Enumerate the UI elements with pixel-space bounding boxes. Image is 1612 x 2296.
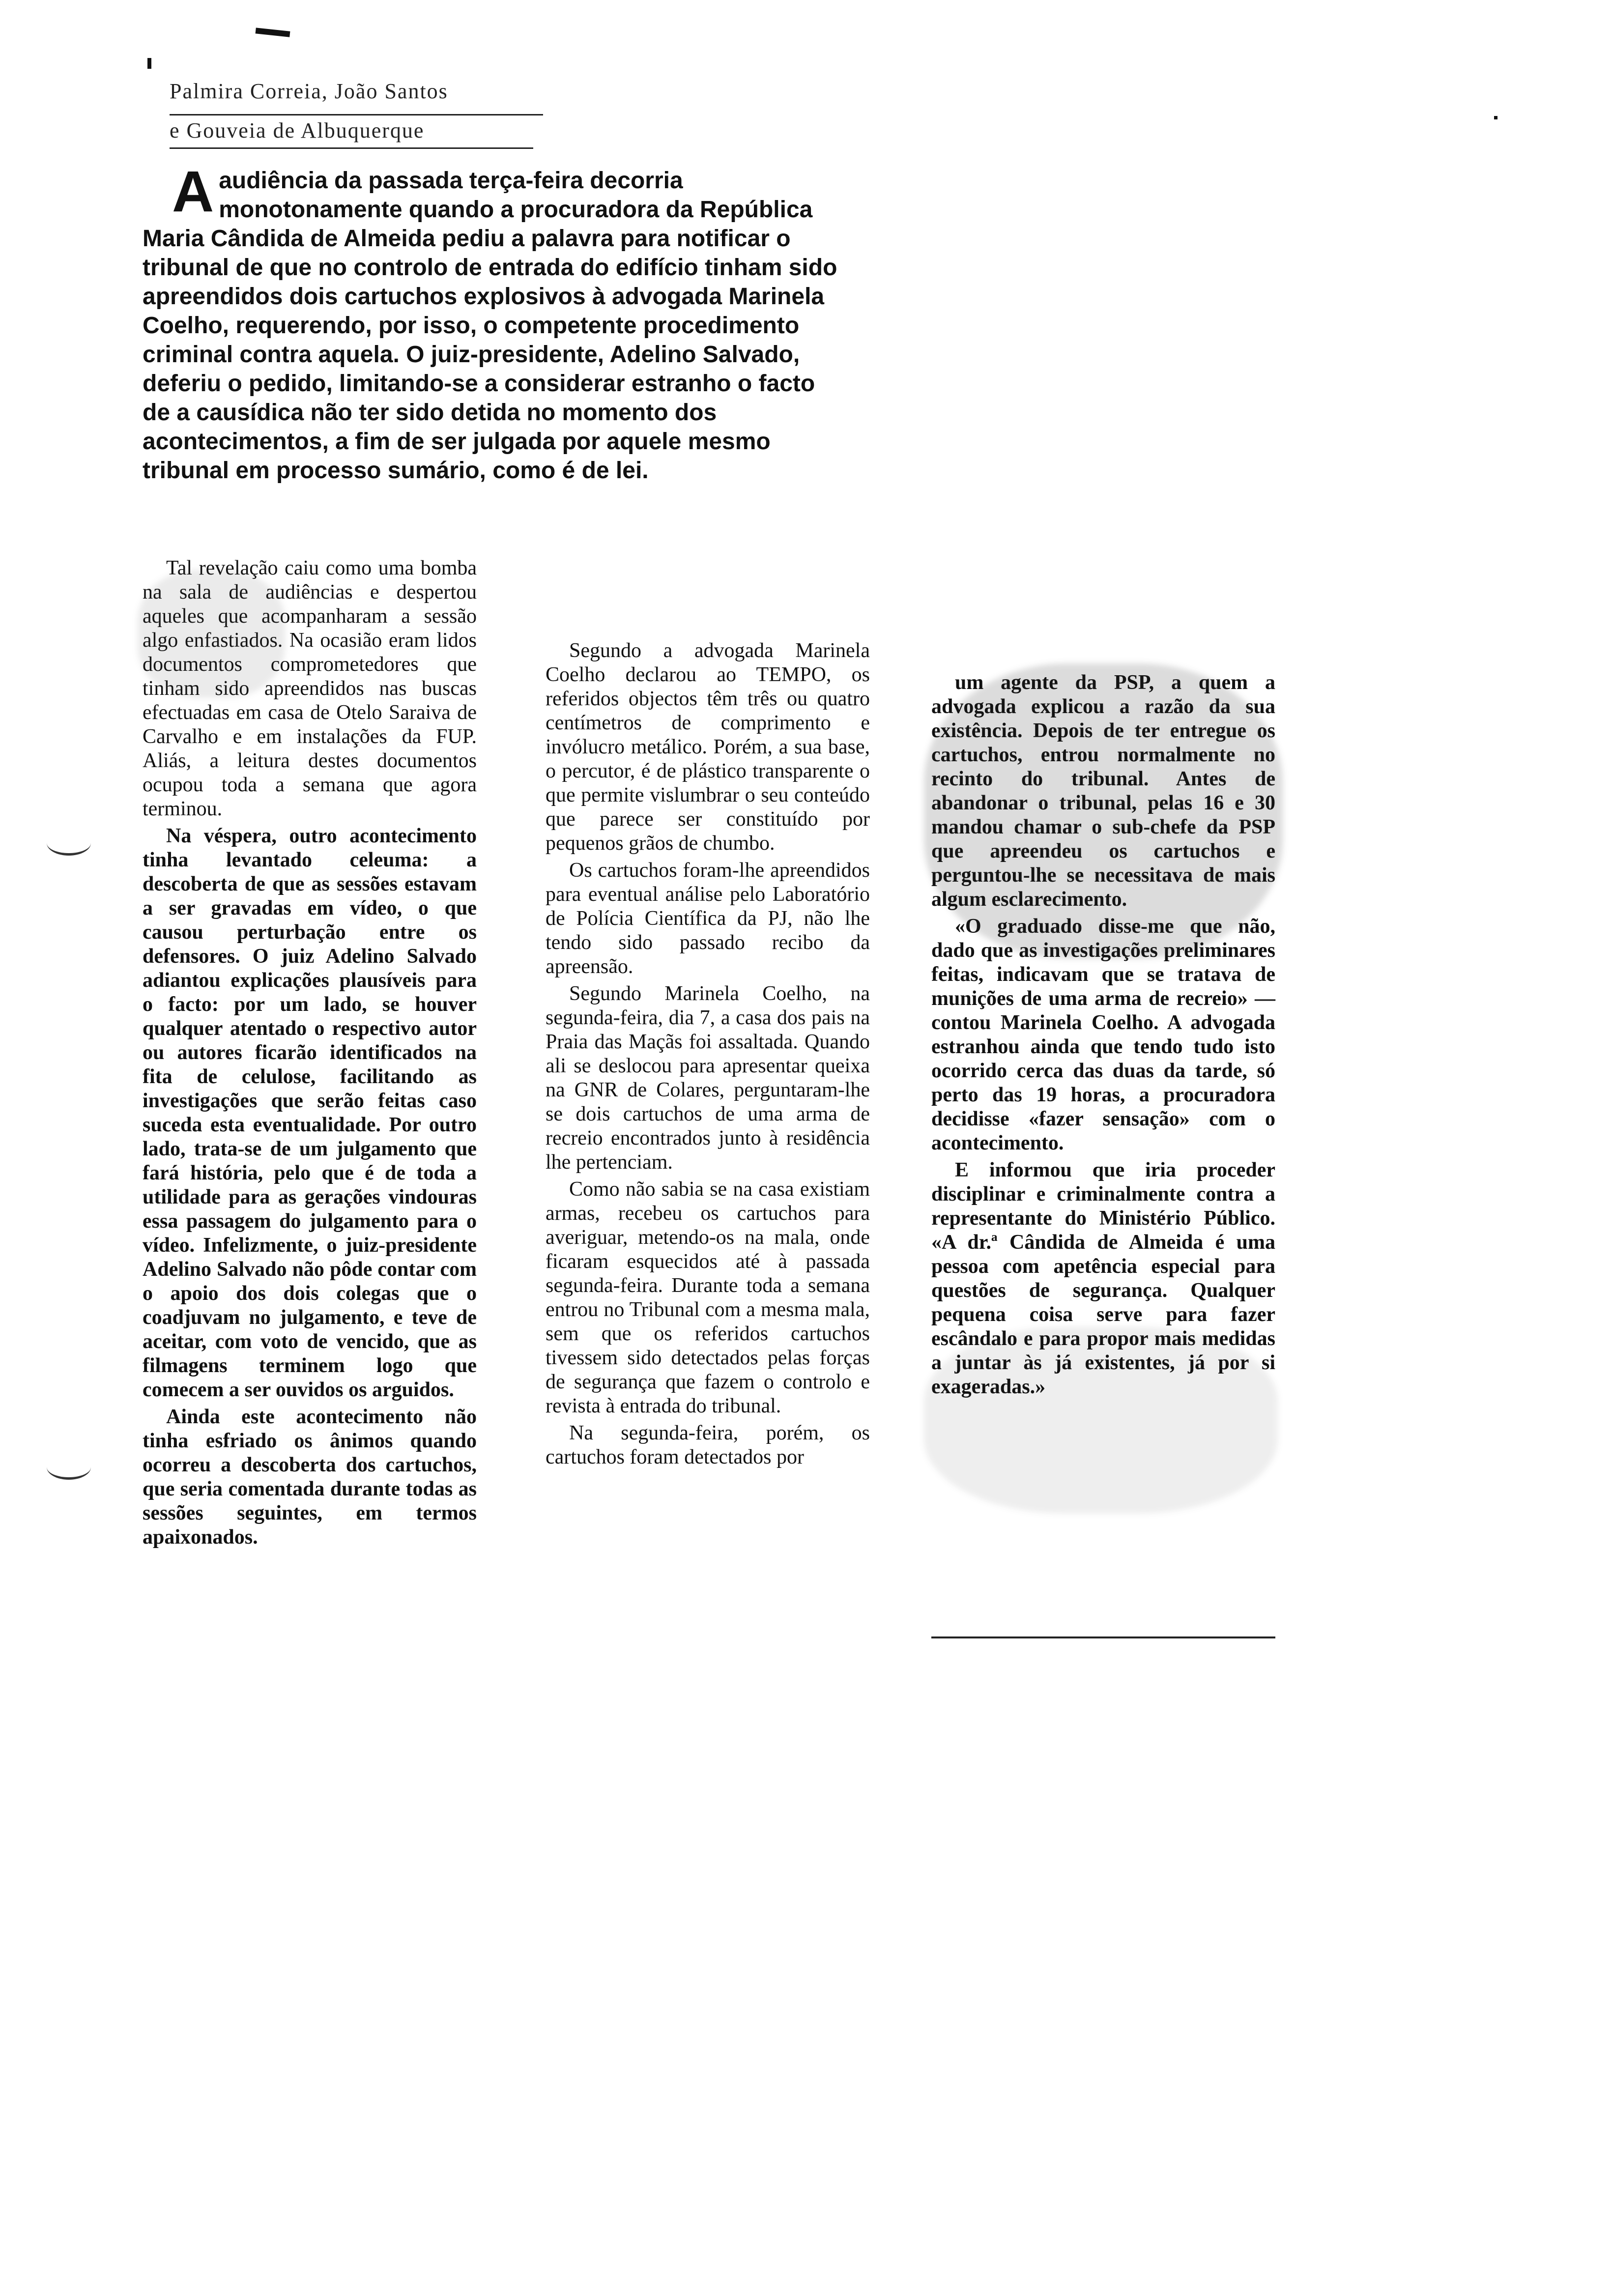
article-end-rule: [931, 1636, 1275, 1638]
paragraph: Os cartuchos foram-lhe apreendidos para eventual análise pelo Laboratório de Polícia Científica da PJ, não lhe tendo sido passado recibo da apreensão.: [546, 859, 870, 978]
scan-smudge: [138, 570, 285, 698]
scan-speck: [1494, 116, 1497, 119]
paragraph: E informou que iria proceder disciplinar e criminalmente contra a representante do Ministério Público. «A dr.ª Cândida de Almeida é uma pessoa com apetência especial para questões de segurança. Qualquer pequena coisa serve para fazer escândalo e para propor mais medidas a juntar às já existentes, já por si exageradas.»: [931, 1159, 1275, 1398]
paragraph: «O graduado disse-me que não, dado que as investigações preliminares feitas, indicavam que se tratava de munições de uma arma de recreio» — contou Marinela Coelho. A advogada estranhou ainda que tendo tudo isto ocorrido cerca das duas da tarde, só perto das 19 horas, a procuradora decidisse «fazer sensação» com o acontecimento.: [931, 915, 1275, 1154]
paragraph: Segundo Marinela Coelho, na segunda-feira, dia 7, a casa dos pais na Praia das Maçãs foi assaltada. Quando ali se deslocou para apresentar queixa na GNR de Colares, perguntaram-lhe se dois cartuchos de uma arma de recreio encontrados junto à residência lhe pertenciam.: [546, 982, 870, 1174]
byline-rule: [170, 114, 543, 115]
binder-mark: [47, 1455, 91, 1480]
paragraph: Como não sabia se na casa existiam armas, recebeu os cartuchos para averiguar, metendo-os na mala, onde ficaram esquecidos até à passada segunda-feira. Durante toda a semana entrou no Tribunal com a mesma mala, sem que os referidos cartuchos tivessem sido detectados pelas forças de segurança que fazem o controlo e revista à entrada do tribunal.: [546, 1178, 870, 1417]
scan-speck: [147, 58, 151, 69]
byline-authors-cont: e Gouveia de Albuquerque: [170, 118, 425, 143]
article-column-2: [546, 639, 870, 1469]
binder-mark: [47, 831, 91, 856]
scan-smudge: [924, 663, 1283, 958]
paragraph: Ainda este acontecimento não tinha esfriado os ânimos quando ocorreu a descoberta dos cartuchos, que seria comentada durante todas as sessões seguintes, em termos apaixonados.: [143, 1406, 477, 1549]
article-column-1: [143, 556, 477, 1550]
scan-speck: [256, 28, 290, 37]
byline-authors: Palmira Correia, João Santos: [170, 79, 448, 103]
lead-text: audiência da passada terça-feira decorria monotonamente quando a procuradora da República Maria Cândida de Almeida pediu a palavra para notificar o tribunal de que no controlo de entrada do edifício tinham sido apreendidos dois cartuchos explosivos à advogada Marinela Coelho, requerendo, por isso, o competente procedimento criminal contra aquela. O juiz-presidente, Adelino Salvado, deferiu o pedido, limitando-se a considerar estranho o facto de a causídica não ter sido detida no momento dos acontecimentos, a fim de ser julgada por aquele mesmo tribunal em processo sumário, como é de lei.: [143, 168, 837, 484]
article-lead: [143, 159, 840, 485]
paragraph: Tal revelação caiu como uma bomba na sala de audiências e despertou aqueles que acompanharam a sessão algo enfastiados. Na ocasião eram lidos documentos comprometedores que tinham sido apreendidos nas buscas efectuadas em casa de Otelo Saraiva de Carvalho e em instalações da FUP. Aliás, a leitura destes documentos ocupou toda a semana que agora terminou.: [143, 557, 477, 820]
paragraph: Na segunda-feira, porém, os cartuchos foram detectados por: [546, 1422, 870, 1468]
paragraph: Na véspera, outro acontecimento tinha levantado celeuma: a descoberta de que as sessões estavam a ser gravadas em vídeo, o que causou perturbação entre os defensores. O juiz Adelino Salvado adiantou explicações plausíveis para o facto: por um lado, se houver qualquer atentado o respectivo autor ou autores ficarão identificados na fita de celulose, facilitando as investigações que serão feitas caso suceda esta eventualidade. Por outro lado, trata-se de um julgamento que fará história, pelo que é de toda a utilidade para as gerações vindouras essa passagem do julgamento para o vídeo. Infelizmente, o juiz-presidente Adelino Salvado não pôde contar com o apoio dos dois colegas que o coadjuvam no julgamento, e teve de aceitar, com voto de vencido, que as filmagens terminem logo que comecem a ser ouvidos os arguidos.: [143, 825, 477, 1401]
paragraph: Segundo a advogada Marinela Coelho declarou ao TEMPO, os referidos objectos têm três ou quatro centímetros de comprimento e invólucro metálico. Porém, a sua base, o percutor, é de plástico transparente o que permite vislumbrar o seu conteúdo que parece ser constituído por pequenos grãos de chumbo.: [546, 639, 870, 855]
paragraph: um agente da PSP, a quem a advogada explicou a razão da sua existência. Depois de ter entregue os cartuchos, entrou normalmente no recinto do tribunal. Antes de abandonar o tribunal, pelas 16 e 30 mandou chamar o sub-chefe da PSP que apreendeu os cartuchos e perguntou-lhe se necessitava de mais algum esclarecimento.: [931, 671, 1275, 911]
scan-smudge: [924, 1327, 1278, 1514]
drop-cap: A: [172, 159, 214, 224]
byline-rule: [170, 147, 533, 149]
